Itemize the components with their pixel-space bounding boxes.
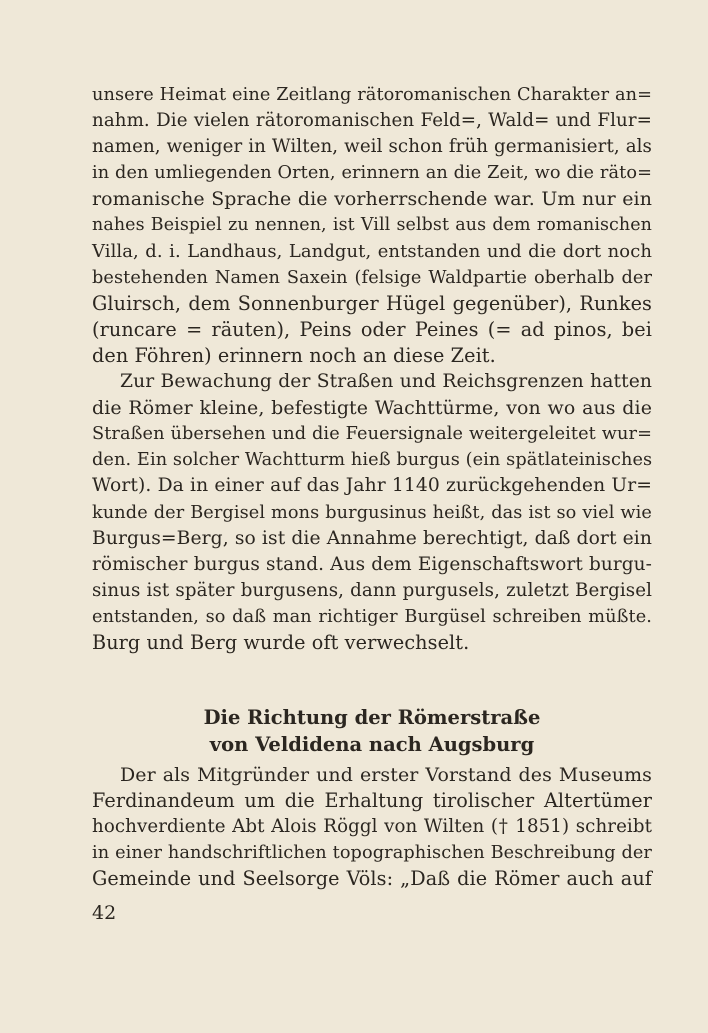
page-number: 42 <box>92 902 117 924</box>
text-line: Gemeinde und Seelsorge Völs: „Daß die Römer auch auf <box>92 867 652 891</box>
text-line: Burgus=Berg, so ist die Annahme berechtigt, daß dort ein <box>92 527 652 549</box>
text-line: sinus ist später burgusens, dann purgusels, zuletzt Bergisel <box>92 579 652 601</box>
text-line: römischer burgus stand. Aus dem Eigenschaftswort burgu- <box>92 553 652 575</box>
body-text-bottom <box>92 762 652 892</box>
text-line: namen, weniger in Wilten, weil schon früh germanisiert, als <box>92 136 652 158</box>
text-line: hochverdiente Abt Alois Röggl von Wilten († 1851) schreibt <box>92 816 652 838</box>
text-line: Burg und Berg wurde oft verwechselt. <box>92 630 470 654</box>
text-line: Wort). Da in einer auf das Jahr 1140 zurückgehenden Ur= <box>92 475 652 497</box>
text-line: den. Ein solcher Wachtturm hieß burgus (ein spätlateinisches <box>92 450 653 471</box>
text-line: nahes Beispiel zu nennen, ist Vill selbst aus dem romanischen <box>92 215 652 236</box>
text-line: Zur Bewachung der Straßen und Reichsgrenzen hatten <box>120 371 652 393</box>
text-line: Straßen übersehen und die Feuersignale weitergeleitet wur= <box>92 424 652 445</box>
text-line: Gluirsch, dem Sonnenburger Hügel gegenüber), Runkes <box>92 291 652 315</box>
text-line: den Föhren) erinnern noch an diese Zeit. <box>92 343 496 367</box>
section-heading-line-2: von Veldidena nach Augsburg <box>209 733 535 756</box>
text-line: Villa, d. i. Landhaus, Landgut, entstanden und die dort noch <box>92 240 652 262</box>
text-line: in einer handschriftlichen topographischen Beschreibung der <box>92 843 652 864</box>
text-line: in den umliegenden Orten, erinnern an die Zeit, wo die räto= <box>92 163 652 184</box>
text-line: nahm. Die vielen rätoromanischen Feld=, Wald= und Flur= <box>92 110 652 132</box>
section-heading-line-1: Die Richtung der Römerstraße <box>203 706 541 729</box>
text-line: Ferdinandeum um die Erhaltung tirolischer Altertümer <box>92 789 652 813</box>
text-line: bestehenden Namen Saxein (felsige Waldpartie oberhalb der <box>92 267 652 288</box>
text-line: die Römer kleine, befestigte Wachttürme, von wo aus die <box>92 397 652 420</box>
text-line: entstanden, so daß man richtiger Burgüsel schreiben müßte. <box>92 606 652 627</box>
text-line: unsere Heimat eine Zeitlang rätoromanischen Charakter an= <box>92 85 652 105</box>
text-line: (runcare = räuten), Peins oder Peines (= ad pinos, bei <box>92 317 652 341</box>
text-line: Der als Mitgründer und erster Vorstand des Museums <box>120 764 652 786</box>
body-text-top <box>92 82 652 656</box>
text-line: romanische Sprache die vorherrschende war. Um nur ein <box>92 188 652 211</box>
text-line: kunde der Bergisel mons burgusinus heißt, das ist so viel wie <box>92 502 652 523</box>
